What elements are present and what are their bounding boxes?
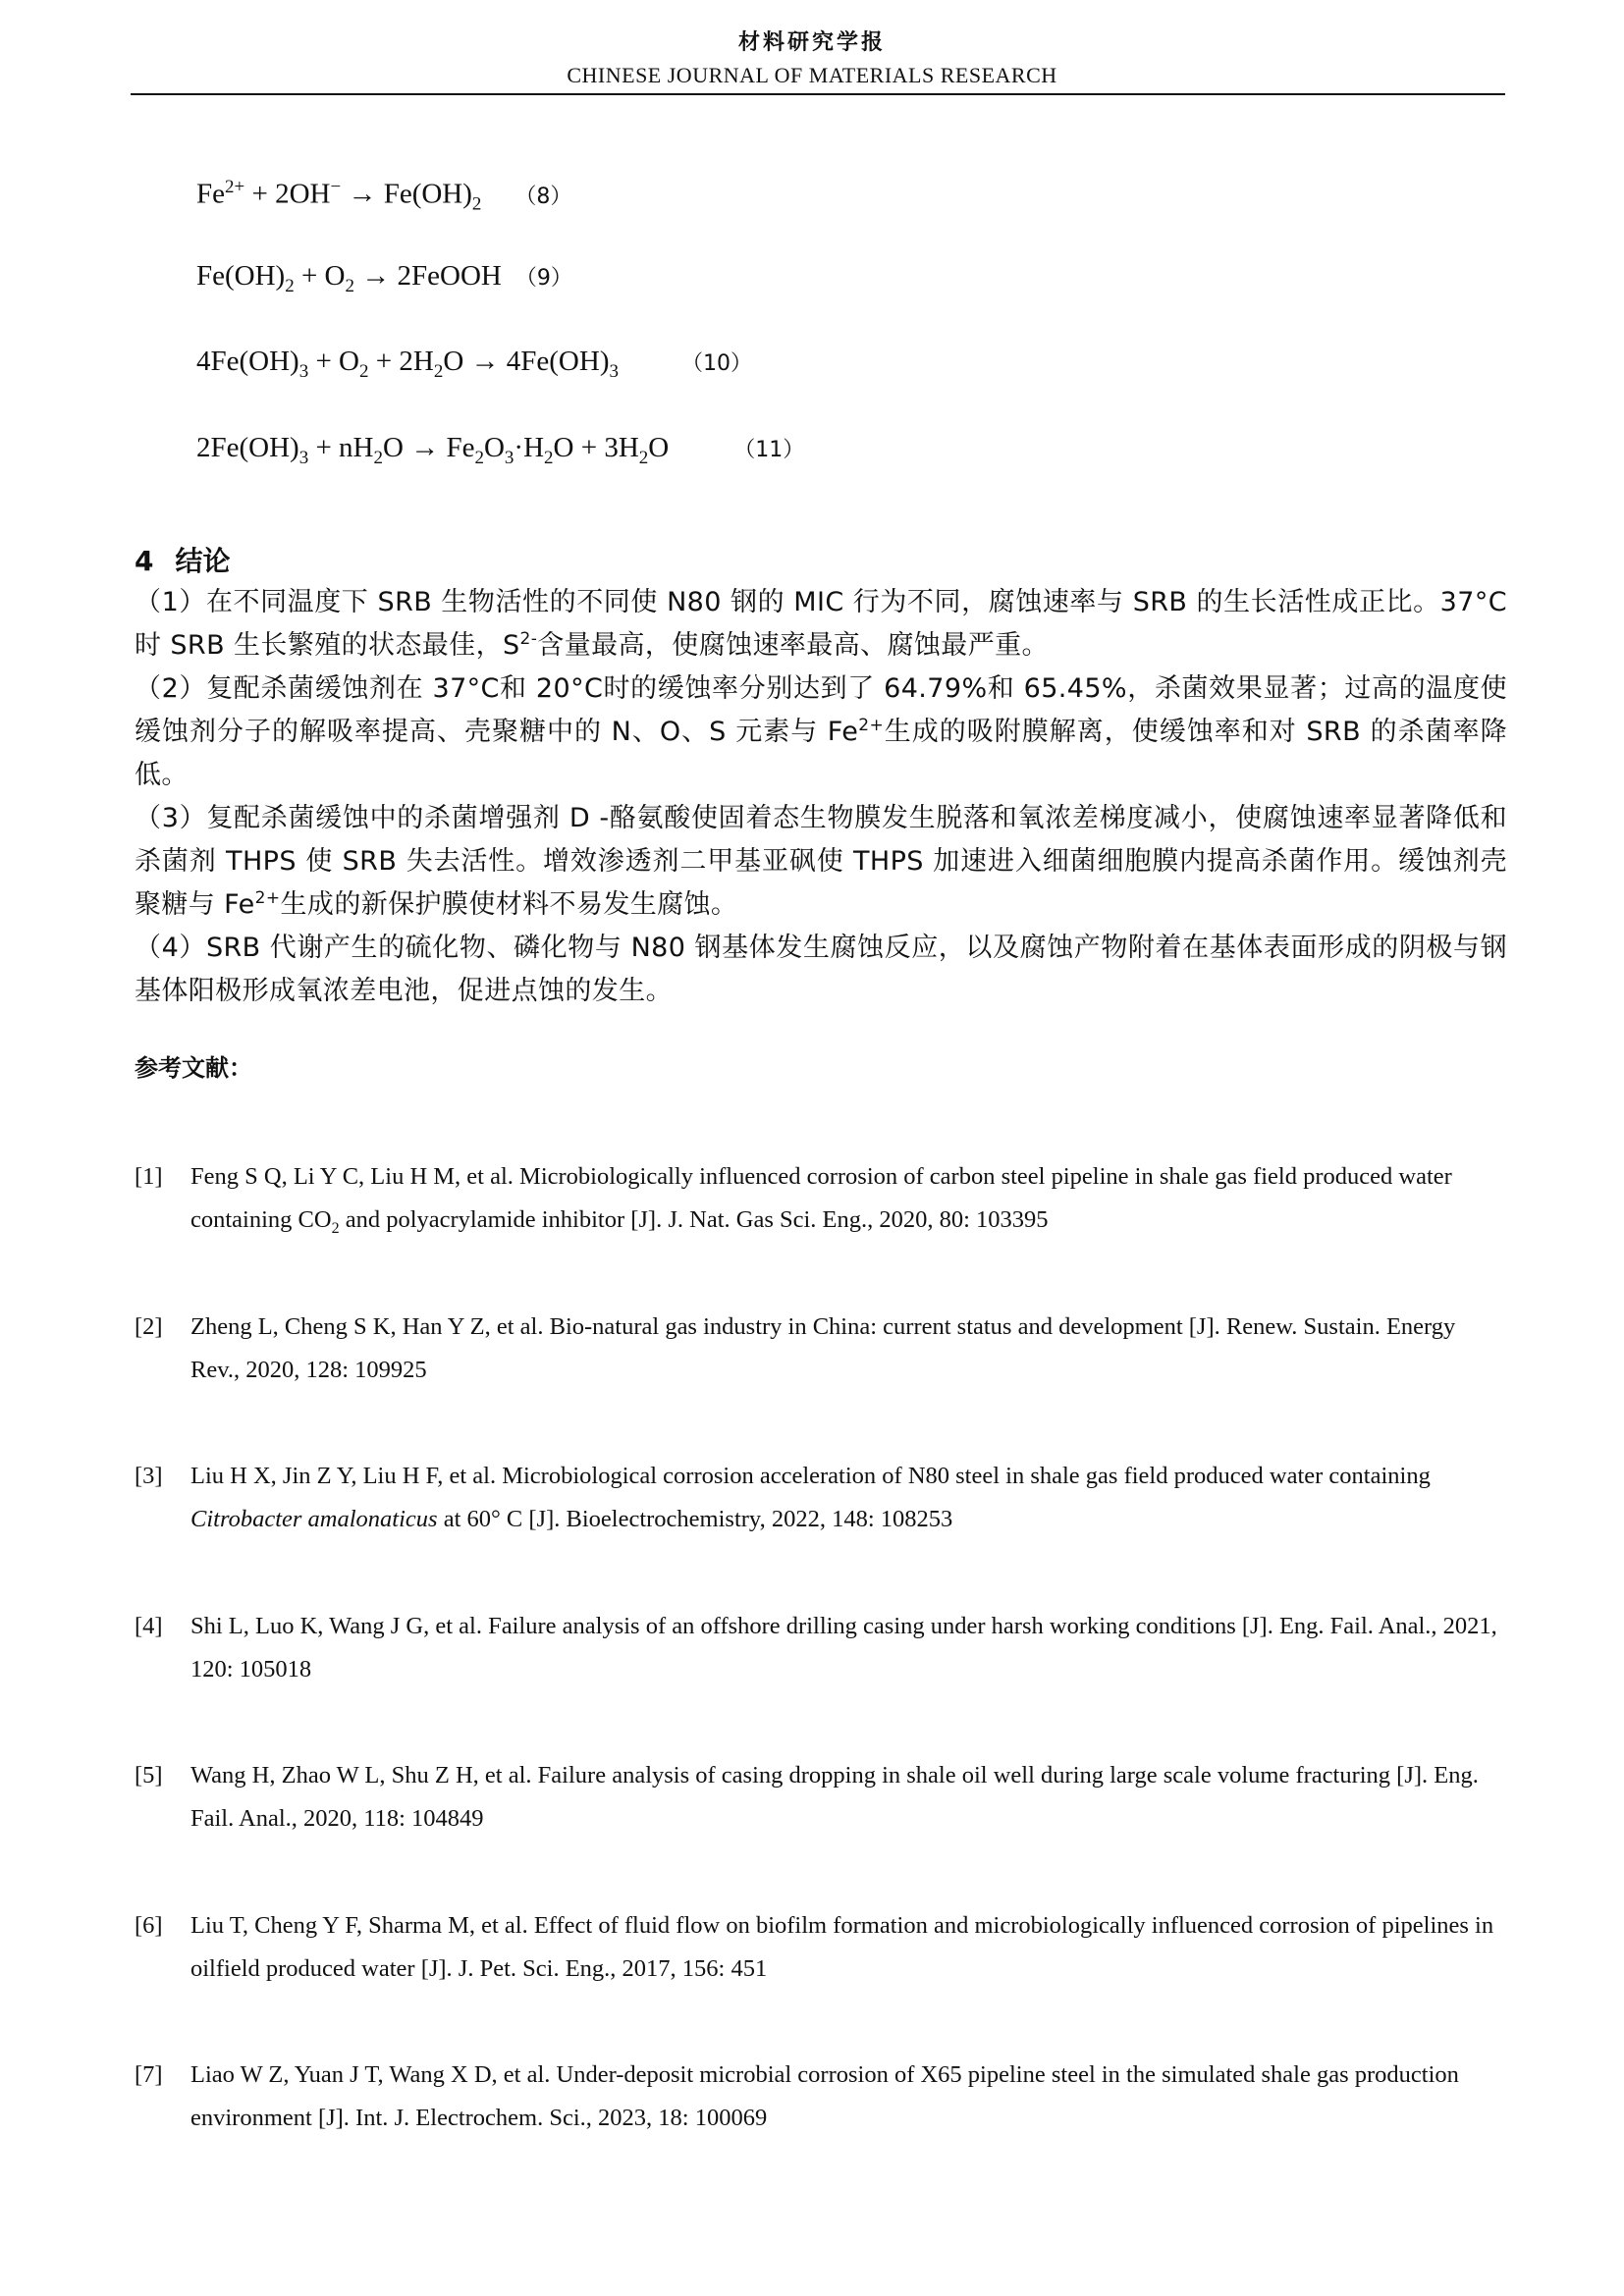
conclusions-body [135,581,1507,1013]
reference-number: [1] [135,1163,163,1190]
reference-item [135,1155,1509,1251]
section-heading [135,540,231,579]
equation-10: $4Fe(OH)_3 + O_2 + 2H_2O \to 4Fe(OH)_3$ （10） [196,346,752,382]
paragraph-text: 生成的吸附膜解离，使缓蚀率和对 SRB 的杀菌率降低。 [135,717,1508,790]
reference-number: [2] [135,1313,163,1340]
journal-title-english: CHINESE JOURNAL OF MATERIALS RESEARCH [567,63,1057,87]
conclusion-paragraph-3 [135,797,1507,927]
reference-number: [5] [135,1762,163,1789]
reference-text: Zheng L, Cheng S K, Han Y Z, et al. Bio-natural gas industry in China: current status and development [J]. Renew. Sustain. Energy Rev., 2020, 128: 109925 [190,1313,1456,1383]
reference-item [135,1306,1509,1392]
equation-9: $Fe(OH)_2 + O_2$ → 2FeOOH （9） [196,260,572,296]
paragraph-text: （1）在不同温度下 SRB 生物活性的不同使 N80 钢的 MIC 行为不同，腐蚀速率与 SRB 的生长活性成正比。37°C时 SRB 生长繁殖的状态最佳，S [135,587,1507,661]
reference-number: [3] [135,1463,163,1489]
reference-item [135,1754,1509,1841]
reference-item [135,1904,1509,1991]
reference-text: Feng S Q, Li Y C, Liu H M, et al. Microbiologically influenced corrosion of carbon steel pipeline in shale gas field produced water containing $CO_2$ and polyacrylamide inhibitor [J]. J. Nat. Gas Sci. Eng., 2020, 80: 103395 [190,1163,1452,1237]
conclusion-paragraph-2 [135,667,1507,797]
paragraph-text: （3）复配杀菌缓蚀中的杀菌增强剂 D -酪氨酸使固着态生物膜发生脱落和氧浓差梯度减小，使腐蚀速率显著降低和杀菌剂 THPS 使 SRB 失去活性。增效渗透剂二甲基亚砜使 THPS 加速进入细菌细胞膜内提高杀菌作用。缓蚀剂壳聚糖与 Fe [135,803,1507,920]
reference-item [135,1455,1509,1541]
paragraph-text: 生成的新保护膜使材料不易发生腐蚀。 [280,889,738,920]
reference-item [135,2054,1509,2140]
reference-text: Liu H X, Jin Z Y, Liu H F, et al. Microbiological corrosion acceleration of N80 steel in shale gas field produced water containing Citrobacter amalonaticus at 60° C [J]. Bioelectrochemistry, 2022, 148: 108253 [190,1463,1431,1532]
reference-text: Liao W Z, Yuan J T, Wang X D, et al. Under-deposit microbial corrosion of X65 pipeline steel in the simulated shale gas production environment [J]. Int. J. Electrochem. Sci., 2023, 18: 100069 [190,2061,1459,2131]
reference-text: Wang H, Zhao W L, Shu Z H, et al. Failure analysis of casing dropping in shale oil well during large scale volume fracturing [J]. Eng. Fail. Anal., 2020, 118: 104849 [190,1762,1479,1832]
reference-text: Shi L, Luo K, Wang J G, et al. Failure analysis of an offshore drilling casing under harsh working conditions [J]. Eng. Fail. Anal., 2021, 120: 105018 [190,1613,1497,1682]
equation-number: （10） [680,351,752,376]
reference-number: [4] [135,1613,163,1639]
references-heading: 参考文献： [135,1054,252,1082]
superscript: 2+ [858,716,885,735]
superscript: 2+ [254,888,281,908]
reference-number: [7] [135,2061,163,2088]
equation-number: （8） [514,184,572,209]
equation-number: （9） [514,266,572,291]
equation-11: $2Fe(OH)_3 + nH_2O \to Fe_2O_3\cdot H_2O + 3H_2O$ （11） [196,432,805,468]
reference-text: Liu T, Cheng Y F, Sharma M, et al. Effect of fluid flow on biofilm formation and microbiologically influenced corrosion of pipelines in oilfield produced water [J]. J. Pet. Sci. Eng., 2017, 156: 451 [190,1912,1494,1982]
header-divider [131,93,1505,95]
paragraph-text: 含量最高，使腐蚀速率最高、腐蚀最严重。 [537,630,1049,661]
conclusion-paragraph-4: （4）SRB 代谢产生的硫化物、磷化物与 N80 钢基体发生腐蚀反应，以及腐蚀产物附着在基体表面形成的阴极与钢基体阳极形成氧浓差电池，促进点蚀的发生。 [135,933,1507,1006]
section-title: 结论 [175,545,231,577]
reference-item [135,1605,1509,1691]
superscript: 2- [519,629,538,649]
reference-number: [6] [135,1912,163,1939]
equation-8: $Fe^{2+} + 2OH^- \to Fe(OH)_2$ （8） [196,177,572,215]
journal-title-chinese: 材料研究学报 [737,30,886,55]
section-number: 4 [135,545,154,577]
equation-number: （11） [733,438,805,462]
paragraph-text: （2）复配杀菌缓蚀剂在 37°C和 20°C时的缓蚀率分别达到了 64.79%和 65.45%，杀菌效果显著；过高的温度使缓蚀剂分子的解吸率提高、壳聚糖中的 N、O、S 元素与 Fe [135,673,1507,747]
conclusion-paragraph-1 [135,581,1507,667]
